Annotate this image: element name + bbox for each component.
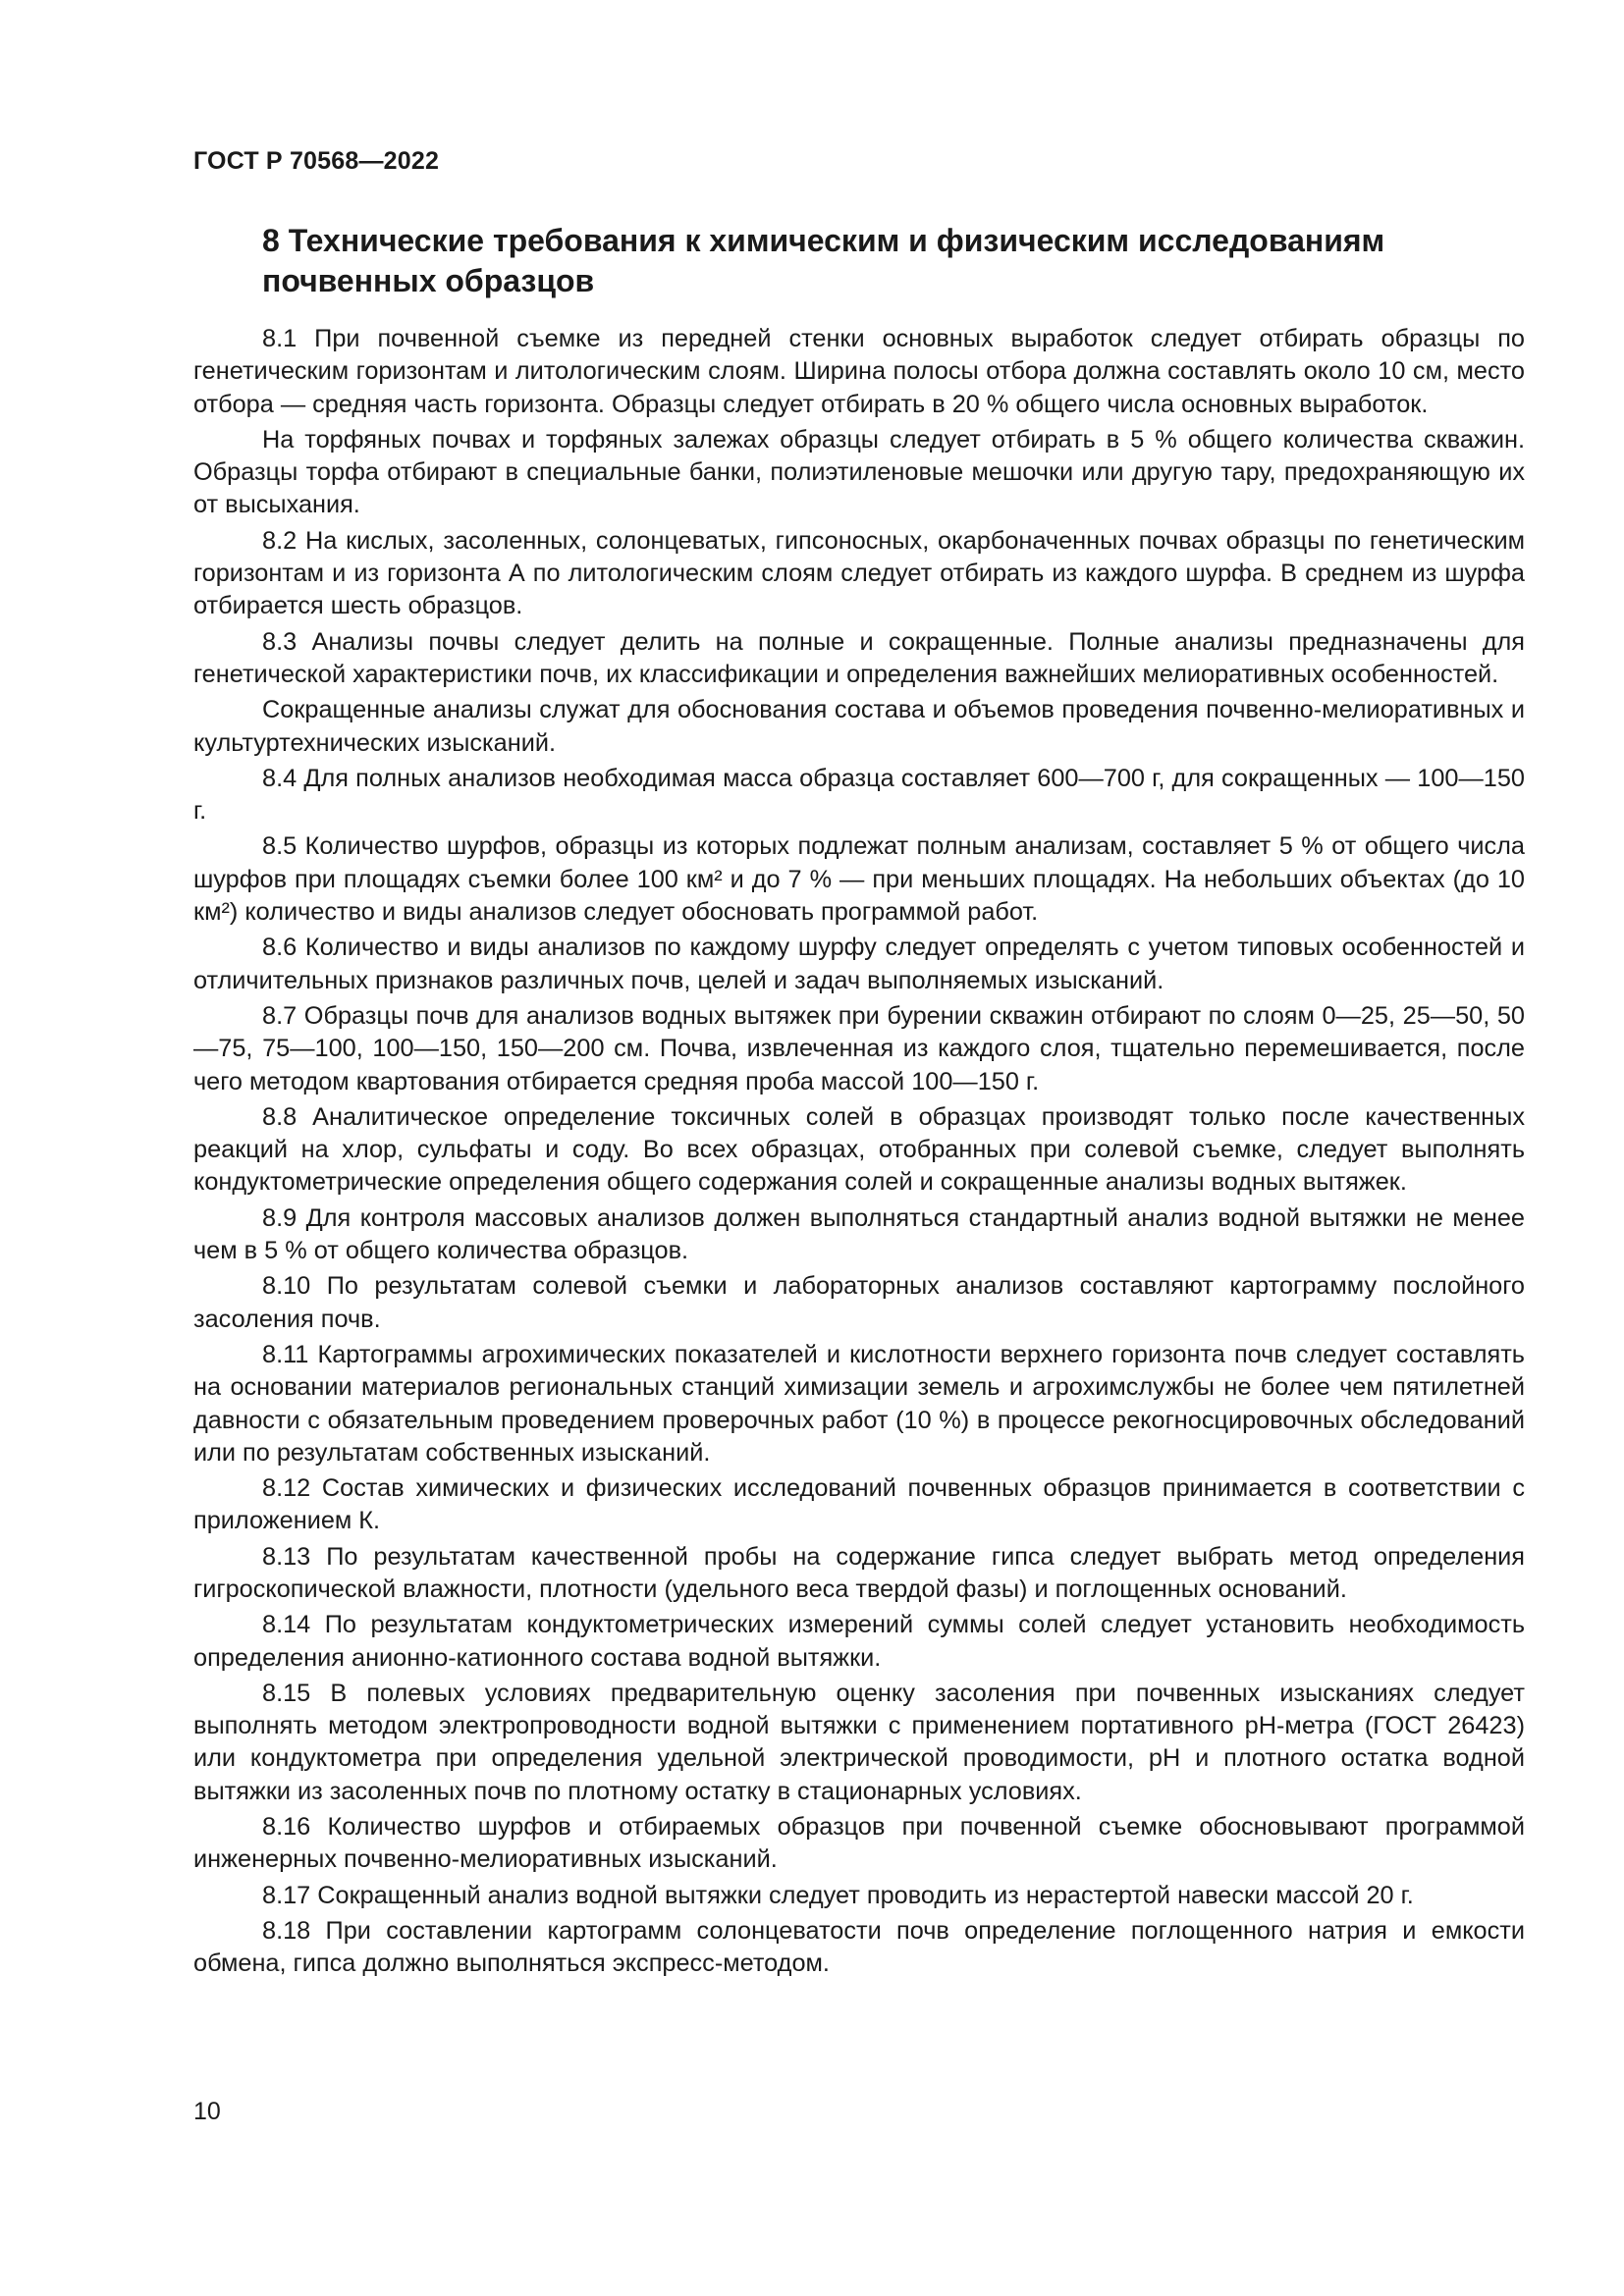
paragraph-8-5: 8.5 Количество шурфов, образцы из которых подлежат полным анализам, составляет 5 % от общего числа шурфов при площадях съемки более 100 км² и до 7 % — при меньших площадях. На небольших объектах (до 10 км²) количество и виды анализов следует обосновать программой работ. [193,832,1525,927]
paragraph-8-10: 8.10 По результатам солевой съемки и лабораторных анализов составляют картограмму послойного засоления почв. [193,1272,1525,1333]
paragraph-8-14: 8.14 По результатам кондуктометрических измерений суммы солей следует установить необходимость определения анионно-катионного состава водной вытяжки. [193,1611,1525,1672]
paragraph-8-7: 8.7 Образцы почв для анализов водных вытяжек при бурении скважин отбирают по слоям 0—25, 25—50, 50—75, 75—100, 100—150, 150—200 см. Почва, извлеченная из каждого слоя, тщательно перемешивается, после чего методом квартования отбирается средняя проба массой 100—150 г. [193,1001,1525,1095]
paragraph-8-6: 8.6 Количество и виды анализов по каждому шурфу следует определять с учетом типовых особенностей и отличительных признаков различных почв, целей и задач выполняемых изысканий. [193,934,1525,994]
paragraph-8-9: 8.9 Для контроля массовых анализов должен выполняться стандартный анализ водной вытяжки не менее чем в 5 % от общего количества образцов. [193,1203,1525,1265]
paragraph-8-2: 8.2 На кислых, засоленных, солонцеватых, гипсоносных, окарбоначенных почвах образцы по генетическим горизонтам и из горизонта А по литологическим слоям следует отбирать из каждого шурфа. В среднем из шурфа отбирается шесть образцов. [193,526,1525,620]
paragraph-8-8: 8.8 Аналитическое определение токсичных солей в образцах производят только после качественных реакций на хлор, сульфаты и соду. Во всех образцах, отобранных при солевой съемке, следует выполнять кондуктометрические определения общего содержания солей и сокращенные анализы водных вытяжек. [193,1102,1525,1197]
paragraph-8-3-reduced: Сокращенные анализы служат для обоснования состава и объемов проведения почвенно-мелиоративных и культуртехнических изысканий. [193,696,1525,757]
paragraph-8-17: 8.17 Сокращенный анализ водной вытяжки следует проводить из нерастертой навески массой 20 г. [262,1881,1414,1909]
paragraph-8-16: 8.16 Количество шурфов и отбираемых образцов при почвенной съемке обосновывают программой инженерных почвенно-мелиоративных изысканий. [193,1813,1525,1874]
document-header: ГОСТ Р 70568—2022 [193,147,440,175]
paragraph-8-3: 8.3 Анализы почвы следует делить на полные и сокращенные. Полные анализы предназначены для генетической характеристики почв, их классификации и определения важнейших мелиоративных особенностей. [193,627,1525,688]
paragraph-8-1: 8.1 При почвенной съемке из передней стенки основных выработок следует отбирать образцы по генетическим горизонтам и литологическим слоям. Ширина полосы отбора должна составлять около 10 см, место отбора — средняя часть горизонта. Образцы следует отбирать в 20 % общего числа основных выработок. [193,325,1525,418]
paragraph-8-4: 8.4 Для полных анализов необходимая масса образца составляет 600—700 г, для сокращенных — 100—150 г. [193,764,1525,826]
paragraph-8-11: 8.11 Картограммы агрохимических показателей и кислотности верхнего горизонта почв следует составлять на основании материалов региональных станций химизации земель и агрохимслужбы не более чем пятилетней давности с обязательным проведением проверочных работ (10 %) в процессе рекогносцировочных обследований или по результатам собственных изысканий. [193,1340,1525,1467]
paragraph-8-1-peat: На торфяных почвах и торфяных залежах образцы следует отбирать в 5 % общего количества скважин. Образцы торфа отбирают в специальные банки, полиэтиленовые мешочки или другую тару, предохраняющую их от высыхания. [193,425,1525,519]
paragraph-8-15: 8.15 В полевых условиях предварительную оценку засоления при почвенных изысканиях следует выполнять методом электропроводности водной вытяжки с применением портативного pH-метра (ГОСТ 26423) или кондуктометра при определения удельной электрической проводимости, pH и плотного остатка водной вытяжки из засоленных почв по плотному остатку в стационарных условиях. [193,1679,1525,1805]
paragraph-8-13: 8.13 По результатам качественной пробы на содержание гипса следует выбрать метод определения гигроскопической влажности, плотности (удельного веса твердой фазы) и поглощенных оснований. [193,1542,1525,1603]
page-number: 10 [193,2098,221,2125]
body-text [193,323,1525,1984]
paragraph-8-12: 8.12 Состав химических и физических исследований почвенных образцов принимается в соответствии с приложением К. [193,1474,1525,1535]
section-title: 8 Технические требования к химическим и физическим исследованиям почвенных образцов [262,223,1385,298]
paragraph-8-18: 8.18 При составлении картограмм солонцеватости почв определение поглощенного натрия и емкости обмена, гипса должно выполняться экспресс-методом. [193,1916,1525,1978]
